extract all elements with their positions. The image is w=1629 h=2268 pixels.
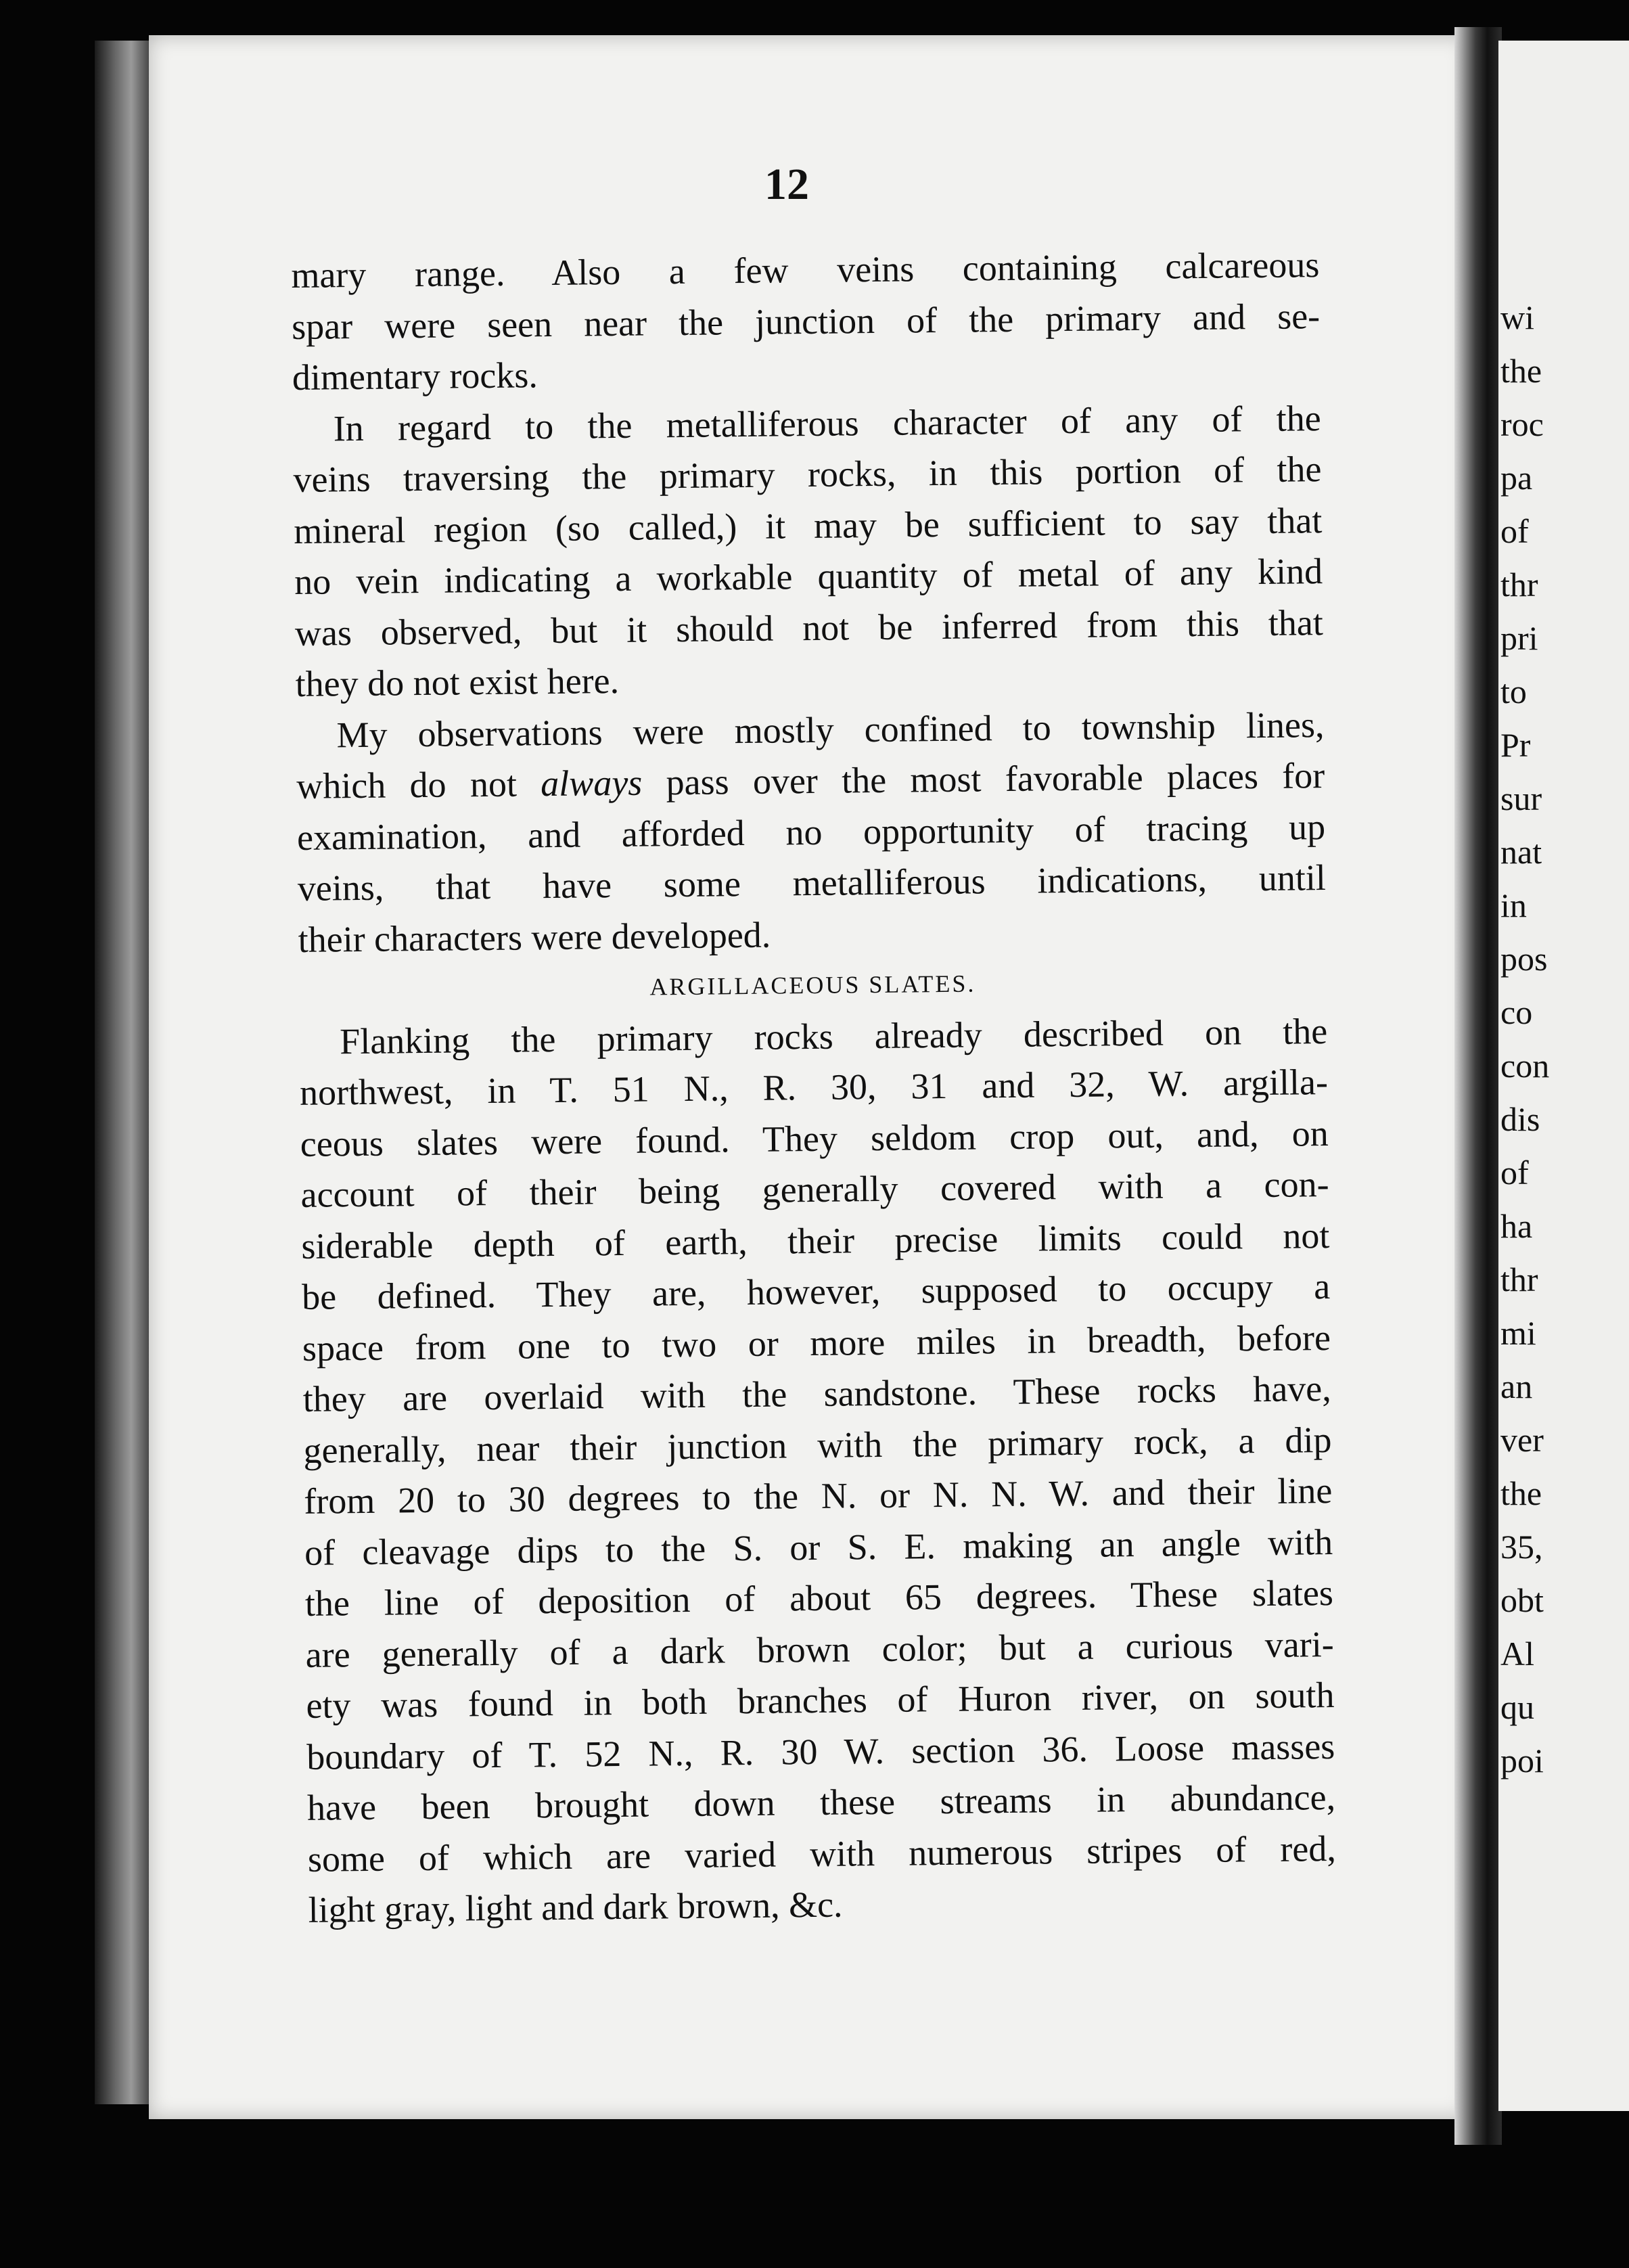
text-line: some of which are varied with numerous stripes of red, xyxy=(307,1828,1337,1880)
text-line: northwest, in T. 51 N., R. 30, 31 and 32, W. argilla- xyxy=(299,1062,1329,1113)
text-fragment: which do not xyxy=(296,763,541,807)
facing-page-fragment: nat xyxy=(1500,833,1542,871)
text-line: ceous slates were found. They seldom crop out, and, on xyxy=(300,1112,1329,1164)
paragraph-3 xyxy=(296,700,1327,966)
text-line: Flanking the primary rocks already described on the xyxy=(339,1010,1328,1062)
facing-page-fragment: pa xyxy=(1500,459,1533,497)
facing-page-fragment: poi xyxy=(1500,1742,1544,1779)
facing-page-fragment: ha xyxy=(1500,1207,1533,1245)
text-line: In regard to the metalliferous character of any of the xyxy=(333,397,1321,449)
text-line: have been brought down these streams in abundance, xyxy=(306,1776,1336,1828)
facing-page-fragment: Pr xyxy=(1500,726,1531,764)
facing-page-fragment: qu xyxy=(1500,1688,1534,1726)
facing-page-fragment: thr xyxy=(1500,1261,1538,1298)
facing-page-fragment: of xyxy=(1500,512,1529,550)
text-line: My observations were mostly confined to township lines, xyxy=(336,704,1325,755)
section-heading: ARGILLACEOUS SLATES. xyxy=(649,970,976,1001)
text-line: they do not exist here. xyxy=(295,660,620,704)
paragraph-2 xyxy=(292,393,1324,710)
text-line: veins, that have some metalliferous indications, until xyxy=(297,857,1327,909)
facing-page-fragment: ver xyxy=(1500,1421,1544,1459)
facing-page-fragment: in xyxy=(1500,886,1527,924)
text-line: siderable depth of earth, their precise limits could not xyxy=(301,1215,1330,1267)
text-line: ety was found in both branches of Huron river, on south xyxy=(306,1674,1335,1726)
facing-page-fragment: thr xyxy=(1500,566,1538,604)
text-line: be defined. They are, however, supposed to occupy a xyxy=(301,1265,1331,1317)
facing-page-fragment: to xyxy=(1500,673,1527,710)
text-fragment: pass over the most favorable places for xyxy=(641,755,1325,803)
facing-page-fragment: the xyxy=(1500,1474,1542,1512)
text-line: of cleavage dips to the S. or S. E. making an angle with xyxy=(304,1521,1333,1573)
facing-page-fragment: con xyxy=(1500,1047,1550,1085)
page-text xyxy=(291,240,1337,1936)
emphasized-word: always xyxy=(540,762,643,804)
text-line: from 20 to 30 degrees to the N. or N. N. W. and their line xyxy=(304,1470,1333,1522)
text-line: no vein indicating a workable quantity of metal of any kind xyxy=(294,551,1323,602)
book-binding-edge xyxy=(95,41,156,2104)
facing-page-fragment: Al xyxy=(1500,1635,1534,1673)
text-line: space from one to two or more miles in breadth, before xyxy=(302,1317,1331,1369)
text-line: mineral region (so called,) it may be sufficient to say that xyxy=(294,499,1323,551)
text-line: was observed, but it should not be inferred from this that xyxy=(294,602,1324,654)
text-line: account of their being generally covered with a con- xyxy=(300,1164,1329,1215)
paragraph-1 xyxy=(291,240,1321,403)
text-line: their characters were developed. xyxy=(298,914,771,960)
facing-page-fragment: the xyxy=(1500,352,1542,390)
facing-page-fragment: pos xyxy=(1500,940,1548,978)
facing-page-fragment: 35, xyxy=(1500,1528,1543,1566)
facing-page-fragment: an xyxy=(1500,1367,1533,1405)
facing-page-fragment: of xyxy=(1500,1154,1529,1192)
facing-page-fragment: dis xyxy=(1500,1100,1540,1138)
page-gutter xyxy=(1454,27,1502,2145)
text-line: boundary of T. 52 N., R. 30 W. section 36. Loose masses xyxy=(306,1725,1335,1777)
text-line: the line of deposition of about 65 degrees. These slates xyxy=(304,1572,1334,1624)
text-line: examination, and afforded no opportunity of tracing up xyxy=(296,806,1326,858)
text-line: light gray, light and dark brown, &c. xyxy=(308,1884,843,1930)
facing-page-fragment: roc xyxy=(1500,405,1544,443)
facing-page-fragment: mi xyxy=(1500,1314,1536,1352)
facing-page-fragment: co xyxy=(1500,993,1533,1031)
facing-page-fragment: wi xyxy=(1500,298,1534,336)
facing-page-fragment: sur xyxy=(1500,779,1542,817)
text-line: they are overlaid with the sandstone. These rocks have, xyxy=(302,1367,1332,1420)
text-line: dimentary rocks. xyxy=(292,355,538,398)
text-line: mary range. Also a few veins containing calcareous xyxy=(291,244,1320,296)
facing-page-fragment: pri xyxy=(1500,619,1538,657)
page-number: 12 xyxy=(764,160,809,209)
paragraph-4 xyxy=(299,1006,1337,1936)
text-line: are generally of a dark brown color; but a curious vari- xyxy=(305,1623,1334,1675)
text-line: veins traversing the primary rocks, in this portion of the xyxy=(293,449,1322,500)
text-line: generally, near their junction with the primary rock, a dip xyxy=(303,1419,1332,1471)
text-line: spar were seen near the junction of the primary and se- xyxy=(291,295,1321,347)
facing-page-fragment: obt xyxy=(1500,1581,1544,1619)
